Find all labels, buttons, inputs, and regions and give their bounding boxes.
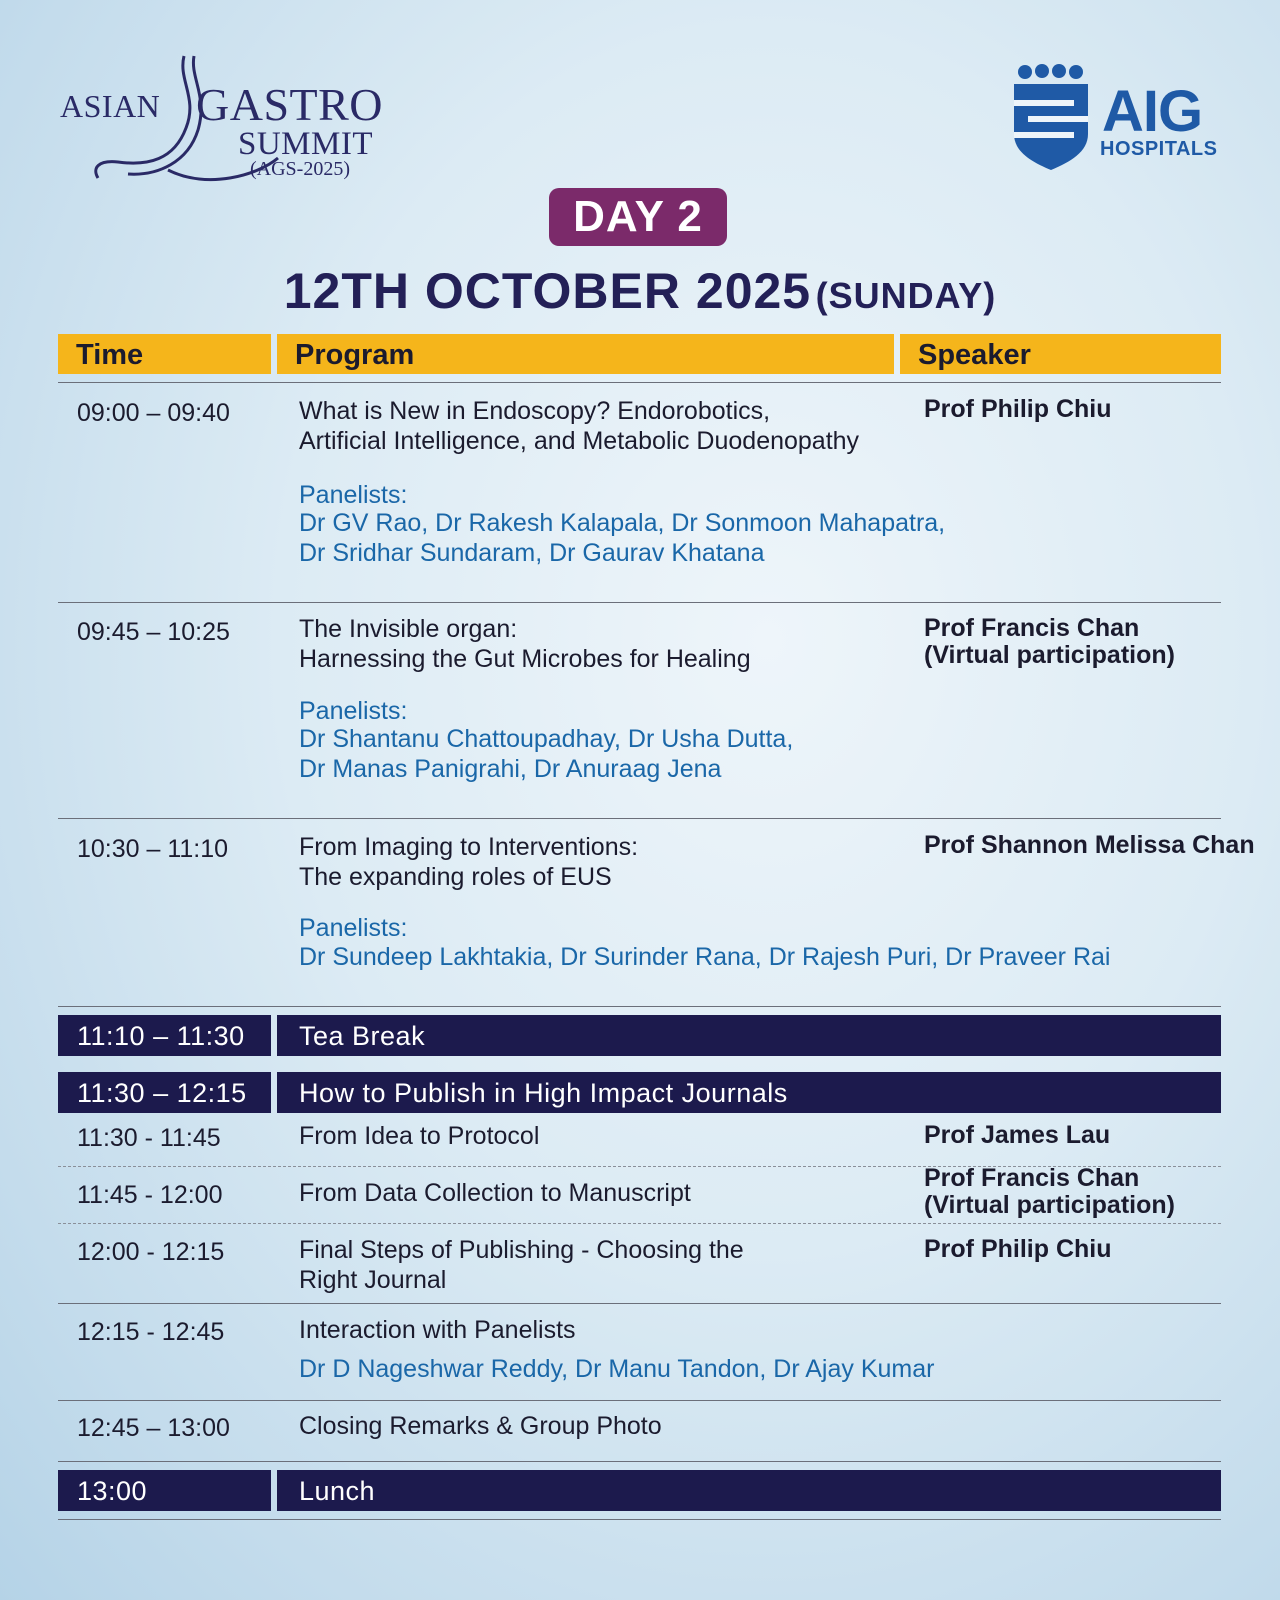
lunch-label: Lunch	[277, 1470, 1221, 1511]
ags-logo-summit: SUMMIT	[238, 126, 374, 162]
aig-logo	[1012, 62, 1227, 172]
session-time: 09:00 – 09:40	[77, 399, 230, 427]
program-line: Final Steps of Publishing - Choosing the	[299, 1236, 744, 1264]
tea-break-time: 11:10 – 11:30	[58, 1015, 271, 1056]
session-time: 10:30 – 11:10	[77, 835, 229, 863]
session-speaker	[924, 615, 1175, 669]
panelists-list	[299, 724, 793, 784]
session-program: From Data Collection to Manuscript	[299, 1179, 691, 1207]
session-time: 12:00 - 12:15	[77, 1238, 225, 1266]
session-speaker: Prof Philip Chiu	[924, 395, 1112, 423]
panelists-list: Dr Sundeep Lakhtakia, Dr Surinder Rana, Dr Rajesh Puri, Dr Praveer Rai	[299, 943, 1111, 971]
date-main: 12TH OCTOBER 2025	[283, 263, 812, 319]
aig-shield-icon	[1012, 62, 1102, 172]
session-speaker	[924, 1165, 1175, 1219]
panelists-label: Panelists:	[299, 697, 408, 725]
session-time: 12:15 - 12:45	[77, 1318, 225, 1346]
divider	[58, 818, 1221, 819]
divider	[58, 602, 1221, 603]
speaker-line: (Virtual participation)	[924, 1191, 1175, 1219]
speaker-line: (Virtual participation)	[924, 641, 1175, 669]
divider	[58, 1006, 1221, 1007]
program-line: Right Journal	[299, 1266, 447, 1294]
session-time: 12:45 – 13:00	[77, 1414, 230, 1442]
session-program	[299, 396, 859, 456]
lunch-time: 13:00	[58, 1470, 271, 1511]
session-program: Interaction with Panelists	[299, 1316, 576, 1344]
panelists-line: Dr Shantanu Chattoupadhay, Dr Usha Dutta,	[299, 725, 794, 753]
session-program: Closing Remarks & Group Photo	[299, 1412, 662, 1440]
session-speaker: Prof Shannon Melissa Chan	[924, 831, 1255, 859]
speaker-line: Prof Francis Chan	[924, 614, 1140, 642]
publish-session-label: How to Publish in High Impact Journals	[277, 1072, 1221, 1113]
day-badge: DAY 2	[549, 188, 727, 246]
divider	[58, 1461, 1221, 1462]
header-speaker: Speaker	[900, 334, 1221, 374]
header-time: Time	[58, 334, 271, 374]
panelists-line: Dr Manas Panigrahi, Dr Anuraag Jena	[299, 755, 722, 783]
tea-break-label: Tea Break	[277, 1015, 1221, 1056]
date-title	[0, 262, 1280, 320]
session-speaker: Prof Philip Chiu	[924, 1235, 1112, 1263]
session-time: 09:45 – 10:25	[77, 618, 230, 646]
program-line: Artificial Intelligence, and Metabolic Duodenopathy	[299, 427, 860, 455]
speaker-line: Prof Francis Chan	[924, 1164, 1140, 1192]
ags-logo-asian: ASIAN	[60, 88, 161, 124]
divider	[58, 1303, 1221, 1304]
panelists-line: Dr GV Rao, Dr Rakesh Kalapala, Dr Sonmoon Mahapatra,	[299, 509, 946, 537]
aig-logo-name: AIG	[1102, 79, 1203, 144]
session-program: From Idea to Protocol	[299, 1122, 540, 1150]
divider	[58, 1400, 1221, 1401]
panelists-list: Dr D Nageshwar Reddy, Dr Manu Tandon, Dr Ajay Kumar	[299, 1355, 935, 1383]
divider	[58, 382, 1221, 383]
dashed-divider	[58, 1223, 1221, 1224]
panelists-line: Dr Sridhar Sundaram, Dr Gaurav Khatana	[299, 539, 765, 567]
panelists-label: Panelists:	[299, 481, 408, 509]
panelists-list	[299, 508, 945, 568]
session-program	[299, 832, 638, 892]
program-line: What is New in Endoscopy? Endorobotics,	[299, 397, 771, 425]
program-line: From Imaging to Interventions:	[299, 833, 639, 861]
session-program	[299, 1235, 744, 1295]
divider	[58, 1519, 1221, 1520]
session-speaker: Prof James Lau	[924, 1121, 1111, 1149]
aig-logo-sub: HOSPITALS	[1100, 138, 1218, 160]
program-line: The expanding roles of EUS	[299, 863, 612, 891]
session-program	[299, 614, 751, 674]
header-program: Program	[277, 334, 894, 374]
ags-logo-gastro: GASTRO	[196, 79, 384, 130]
program-line: Harnessing the Gut Microbes for Healing	[299, 645, 751, 673]
session-time: 11:45 - 12:00	[77, 1181, 223, 1209]
program-line: The Invisible organ:	[299, 615, 518, 643]
publish-session-time: 11:30 – 12:15	[58, 1072, 271, 1113]
panelists-label: Panelists:	[299, 914, 408, 942]
ags-logo-year: (AGS-2025)	[250, 158, 350, 180]
session-time: 11:30 - 11:45	[77, 1124, 221, 1152]
ags-logo	[58, 50, 398, 190]
date-day: (SUNDAY)	[815, 275, 997, 316]
